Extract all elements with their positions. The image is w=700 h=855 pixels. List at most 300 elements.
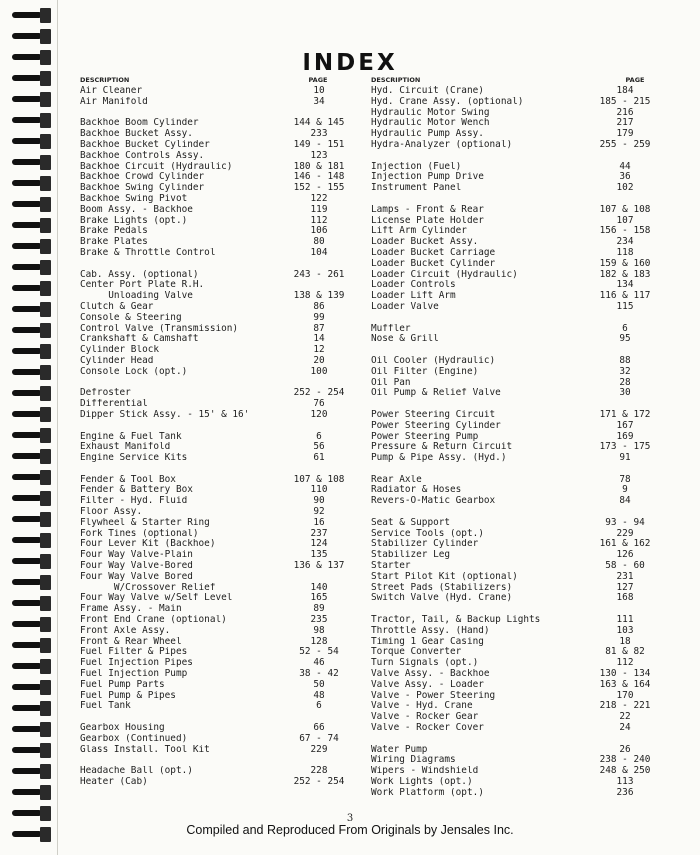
entry-page: 229	[310, 743, 328, 755]
index-entry	[371, 647, 659, 658]
index-entry	[80, 615, 342, 626]
entry-page: 88	[619, 354, 631, 366]
binding-hole	[40, 680, 51, 695]
entry-page: 32	[619, 365, 631, 377]
index-entry	[371, 259, 659, 270]
binding-hole	[40, 722, 51, 737]
index-entry	[371, 183, 659, 194]
binding-loop	[12, 537, 42, 543]
entry-page: 78	[619, 473, 631, 485]
binding-loop	[12, 789, 42, 795]
binding-hole	[40, 449, 51, 464]
entry-description: Injection Pump Drive	[371, 172, 484, 183]
binding-hole	[40, 8, 51, 23]
index-entry	[80, 410, 342, 421]
entry-page: 56	[313, 441, 325, 453]
binding-hole	[40, 575, 51, 590]
entry-description: Nose & Grill	[371, 334, 439, 345]
entry-page: 112	[310, 214, 328, 226]
entry-description: Valve Assy. - Loader	[371, 679, 484, 690]
entry-page: 38 - 42	[299, 668, 339, 680]
entry-page: 89	[313, 603, 325, 615]
entry-page: 237	[310, 527, 328, 539]
section-gap	[80, 421, 342, 432]
entry-page: 113	[616, 776, 634, 787]
entry-description: Backhoe Swing Pivot	[80, 193, 188, 204]
entry-page: 20	[313, 354, 325, 366]
index-entry	[371, 237, 659, 248]
index-entry	[371, 453, 659, 464]
entry-page: 112	[616, 657, 634, 669]
entry-description: Hydraulic Pump Assy.	[371, 129, 484, 140]
entry-description: Power Steering Cylinder	[371, 420, 501, 431]
left-column	[80, 74, 345, 788]
entry-description: Lamps - Front & Rear	[371, 204, 484, 215]
entry-page: 159 & 160	[599, 257, 651, 269]
index-entry	[371, 388, 659, 399]
entry-description: Lift Arm Cylinder	[371, 226, 467, 237]
entry-page: 161 & 162	[599, 538, 651, 550]
entry-page: 243 - 261	[293, 268, 345, 280]
entry-page: 171 & 172	[599, 408, 651, 420]
binding-hole	[40, 491, 51, 506]
index-entry	[80, 237, 342, 248]
binding-hole	[40, 470, 51, 485]
section-gap	[80, 755, 342, 766]
right-column	[371, 74, 659, 799]
binding-loop	[12, 12, 42, 18]
index-entry	[80, 701, 342, 712]
entry-description: Seat & Support	[371, 517, 451, 528]
entry-description: Power Steering Circuit	[371, 409, 496, 420]
index-entry	[80, 473, 345, 486]
entry-description: Hyd. Circuit (Crane)	[371, 86, 484, 96]
index-entry	[371, 421, 659, 432]
entry-page: 22	[619, 711, 631, 723]
entry-page: 236	[616, 786, 634, 798]
entry-page: 61	[313, 452, 325, 464]
binding-loop	[12, 390, 42, 396]
binding-loop	[12, 642, 42, 648]
binding-loop	[12, 432, 42, 438]
entry-page: 48	[313, 689, 325, 701]
binding-loop	[12, 495, 42, 501]
entry-description: Throttle Assy. (Hand)	[371, 625, 490, 636]
section-gap	[80, 712, 342, 723]
binding-hole	[40, 260, 51, 275]
entry-description: Power Steering Pump	[371, 431, 479, 442]
entry-page: 170	[616, 689, 634, 701]
entry-description: Loader Controls	[371, 280, 456, 291]
binding-loop	[12, 411, 42, 417]
entry-description: Loader Bucket Cylinder	[371, 258, 496, 269]
entry-description: Injection (Fuel)	[371, 161, 462, 172]
binding-hole	[40, 239, 51, 254]
index-entry	[80, 560, 345, 572]
index-entry	[80, 583, 342, 594]
entry-description: Center Port Plate R.H.	[80, 280, 205, 291]
entry-description: Service Tools (opt.)	[371, 528, 484, 539]
entry-description: Water Pump	[371, 744, 428, 755]
index-entry	[371, 270, 659, 281]
entry-description: Cab. Assy. (optional)	[80, 269, 199, 280]
entry-description: Loader Bucket Assy.	[371, 237, 479, 248]
entry-page: 118	[616, 246, 634, 258]
entry-description: Air Manifold	[80, 96, 148, 107]
index-entry	[371, 518, 659, 529]
index-entry	[80, 86, 342, 97]
entry-description: Fuel Tank	[80, 701, 131, 712]
binding-hole	[40, 92, 51, 107]
entry-page: 30	[619, 387, 631, 399]
index-entry	[80, 334, 342, 345]
entry-description: Loader Valve	[371, 301, 439, 312]
index-entry	[371, 140, 659, 151]
entry-description: Four Way Valve Bored	[80, 571, 193, 582]
index-entry	[371, 712, 659, 723]
margin-line	[57, 0, 58, 855]
entry-description: Valve - Hyd. Crane	[371, 701, 473, 712]
entry-description: Front End Crane (optional)	[80, 615, 227, 626]
entry-page: 84	[619, 495, 631, 507]
index-entry	[371, 701, 659, 712]
index-entry	[371, 777, 659, 788]
entry-description: Work Lights (opt.)	[371, 777, 473, 787]
entry-page: 146 - 148	[293, 171, 345, 183]
index-entry	[80, 734, 342, 745]
binding-loop	[12, 369, 42, 375]
entry-page: 136 & 137	[293, 560, 345, 572]
binding-hole	[40, 344, 51, 359]
index-entry	[371, 367, 659, 378]
entry-page: 50	[313, 678, 325, 690]
entry-page: 91	[619, 452, 631, 464]
index-entry	[371, 226, 659, 237]
entry-description: Hydraulic Motor Swing	[371, 107, 490, 118]
entry-page: 122	[310, 192, 328, 204]
binding-hole	[40, 218, 51, 233]
entry-page: 228	[310, 765, 328, 777]
right-column-header	[371, 74, 659, 86]
entry-page: 216	[616, 106, 634, 118]
entry-description: Muffler	[371, 323, 411, 334]
entry-description: Valve Assy. - Backhoe	[371, 669, 490, 680]
entry-page: 90	[313, 495, 325, 507]
entry-page: 99	[313, 311, 325, 323]
index-entry	[80, 345, 342, 356]
entry-description: Street Pads (Stabilizers)	[371, 582, 513, 593]
entry-description: Fuel Filter & Pipes	[80, 647, 188, 658]
entry-page: 106	[310, 225, 328, 237]
binding-hole	[40, 596, 51, 611]
entry-description: Fuel Injection Pipes	[80, 658, 193, 669]
entry-description: Filter - Hyd. Fluid	[80, 496, 188, 507]
index-entry	[80, 776, 345, 788]
binding-hole	[40, 659, 51, 674]
index-entry	[371, 788, 659, 799]
left-index-list	[80, 85, 345, 788]
entry-page: 81 & 82	[605, 646, 645, 658]
entry-description: License Plate Holder	[371, 215, 484, 226]
entry-description: Valve - Rocker Gear	[371, 712, 479, 723]
binding-loop	[12, 663, 42, 669]
entry-description: Revers-O-Matic Gearbox	[371, 496, 496, 507]
entry-page: 80	[313, 236, 325, 248]
index-entry	[371, 626, 659, 637]
left-column-header	[80, 74, 342, 86]
entry-description: Stabilizer Leg	[371, 550, 451, 561]
index-entry	[80, 248, 342, 259]
index-entry	[80, 496, 342, 507]
index-entry	[80, 572, 342, 583]
entry-page: 44	[619, 160, 631, 172]
entry-page: 184	[616, 85, 634, 96]
entry-page: 87	[313, 322, 325, 334]
right-index-list	[371, 86, 659, 799]
entry-description: Front Axle Assy.	[80, 625, 171, 636]
binding-loop	[12, 684, 42, 690]
entry-description: Fuel Injection Pump	[80, 669, 188, 680]
entry-description: Differential	[80, 399, 148, 410]
entry-page: 252 - 254	[293, 776, 345, 787]
entry-description: Crankshaft & Camshaft	[80, 334, 199, 345]
index-entry	[371, 118, 659, 129]
entry-description: Brake Lights (opt.)	[80, 215, 188, 226]
index-entry	[80, 226, 342, 237]
entry-description: Turn Signals (opt.)	[371, 658, 479, 669]
index-entry	[371, 108, 659, 119]
entry-description: Dipper Stick Assy. - 15' & 16'	[80, 409, 250, 420]
entry-description: Brake Pedals	[80, 226, 148, 237]
index-entry	[80, 97, 342, 108]
binding-loop	[12, 705, 42, 711]
entry-page: 123	[310, 149, 328, 161]
entry-page: 52 - 54	[299, 646, 339, 658]
entry-page: 107 & 108	[293, 473, 345, 485]
index-entry	[80, 593, 342, 604]
entry-page: 26	[619, 743, 631, 755]
binding-loop	[12, 747, 42, 753]
entry-page: 100	[310, 365, 328, 377]
index-entry	[80, 626, 342, 637]
entry-description: Fuel Pump & Pipes	[80, 690, 176, 701]
index-entry	[80, 268, 345, 281]
entry-page: 152 - 155	[293, 182, 345, 194]
entry-description: Frame Assy. - Main	[80, 604, 182, 615]
entry-page: 58 - 60	[605, 560, 645, 572]
entry-description: Stabilizer Cylinder	[371, 539, 479, 550]
section-gap	[371, 604, 659, 615]
index-entry	[80, 453, 342, 464]
entry-description: Air Cleaner	[80, 86, 143, 96]
entry-description: Loader Bucket Carriage	[371, 247, 496, 258]
entry-page: 9	[622, 484, 628, 496]
binding-hole	[40, 386, 51, 401]
entry-page: 115	[616, 300, 634, 312]
entry-page: 111	[616, 614, 634, 626]
index-entry	[80, 399, 342, 410]
entry-page: 107 & 108	[599, 203, 651, 215]
entry-description: Pressure & Return Circuit	[371, 442, 513, 453]
binding-loop	[12, 117, 42, 123]
entry-description: Exhaust Manifold	[80, 442, 171, 453]
entry-description: Flywheel & Starter Ring	[80, 517, 210, 528]
page-number: 3	[346, 813, 354, 824]
index-entry	[80, 485, 342, 496]
binding-hole	[40, 29, 51, 44]
entry-description: Brake & Throttle Control	[80, 247, 216, 258]
binding-loop	[12, 579, 42, 585]
index-entry	[371, 410, 659, 421]
binding-hole	[40, 113, 51, 128]
entry-page: 234	[616, 236, 634, 248]
entry-description: Unloading Valve	[80, 291, 193, 302]
description-header: DESCRIPTION	[80, 76, 130, 84]
entry-description: Fuel Pump Parts	[80, 679, 165, 690]
entry-description: Radiator & Hoses	[371, 485, 462, 496]
entry-page: 119	[310, 203, 328, 215]
index-entry	[371, 593, 659, 604]
entry-page: 238 - 240	[599, 754, 651, 766]
entry-page: 138 & 139	[293, 290, 345, 302]
entry-page: 16	[313, 516, 325, 528]
section-gap	[371, 151, 659, 162]
entry-description: Backhoe Boom Cylinder	[80, 118, 199, 129]
index-entry	[80, 138, 345, 151]
entry-description: W/Crossover Relief	[80, 582, 216, 593]
entry-description: Headache Ball (opt.)	[80, 766, 193, 777]
index-entry	[80, 669, 342, 680]
entry-page: 135	[310, 549, 328, 561]
entry-description: Fender & Battery Box	[80, 485, 193, 496]
index-entry	[371, 356, 659, 367]
entry-description: Backhoe Bucket Assy.	[80, 129, 193, 140]
entry-description: Instrument Panel	[371, 183, 462, 194]
binding-loop	[12, 327, 42, 333]
entry-description: Rear Axle	[371, 474, 422, 485]
entry-page: 124	[310, 538, 328, 550]
binding-hole	[40, 428, 51, 443]
entry-description: Backhoe Crowd Cylinder	[80, 172, 205, 183]
binding-loop	[12, 453, 42, 459]
binding-hole	[40, 176, 51, 191]
binding-loop	[12, 264, 42, 270]
entry-description: Hyd. Crane Assy. (optional)	[371, 96, 524, 107]
entry-description: Start Pilot Kit (optional)	[371, 571, 518, 582]
index-entry	[80, 680, 342, 691]
entry-description: Hydra-Analyzer (optional)	[371, 139, 513, 150]
index-entry	[80, 194, 342, 205]
index-entry	[80, 529, 342, 540]
entry-description: Brake Plates	[80, 237, 148, 248]
entry-page: 218 - 221	[599, 700, 651, 712]
entry-page: 107	[616, 214, 634, 226]
entry-description: Loader Circuit (Hydraulic)	[371, 269, 518, 280]
entry-description: Loader Lift Arm	[371, 291, 456, 302]
entry-description: Boom Assy. - Backhoe	[80, 204, 193, 215]
entry-description: Hydraulic Motor Wench	[371, 118, 490, 129]
section-gap	[371, 345, 659, 356]
entry-page: 28	[619, 376, 631, 388]
binding-hole	[40, 281, 51, 296]
binding-hole	[40, 197, 51, 212]
index-entry	[80, 518, 342, 529]
index-entry	[371, 475, 659, 486]
index-entry	[371, 766, 659, 777]
index-entry	[371, 680, 659, 691]
entry-description: Engine Service Kits	[80, 453, 188, 464]
index-entry	[80, 302, 342, 313]
entry-page: 167	[616, 419, 634, 431]
entry-page: 126	[616, 549, 634, 561]
binding-loop	[12, 516, 42, 522]
entry-description: Tractor, Tail, & Backup Lights	[371, 615, 541, 626]
index-entry	[80, 442, 342, 453]
entry-page: 127	[616, 581, 634, 593]
entry-description: Backhoe Bucket Cylinder	[80, 139, 210, 150]
entry-description: Backhoe Swing Cylinder	[80, 183, 205, 194]
entry-description: Work Platform (opt.)	[371, 787, 484, 798]
entry-description: Heater (Cab)	[80, 777, 148, 787]
entry-page: 14	[313, 333, 325, 345]
entry-description: Cylinder Head	[80, 355, 154, 366]
entry-page: 248 & 250	[599, 765, 651, 777]
index-entry	[371, 572, 659, 583]
binding-loop	[12, 474, 42, 480]
entry-page: 12	[313, 344, 325, 356]
section-gap	[371, 313, 659, 324]
entry-description: Pump & Pipe Assy. (Hyd.)	[371, 453, 507, 464]
binding-loop	[12, 726, 42, 732]
entry-description: Starter	[371, 561, 411, 572]
index-entry	[371, 291, 659, 302]
entry-page: 36	[619, 171, 631, 183]
entry-page: 231	[616, 570, 634, 582]
index-entry	[371, 583, 659, 594]
entry-description: Switch Valve (Hyd. Crane)	[371, 593, 513, 604]
entry-page: 6	[316, 430, 322, 442]
description-header: DESCRIPTION	[371, 76, 421, 84]
entry-page: 134	[616, 279, 634, 291]
entry-description: Gearbox (Continued)	[80, 733, 188, 744]
binding-loop	[12, 621, 42, 627]
entry-page: 67 - 74	[299, 732, 339, 744]
binding-loop	[12, 768, 42, 774]
entry-page: 18	[619, 635, 631, 647]
binding-hole	[40, 785, 51, 800]
index-entry	[371, 378, 659, 389]
binding-hole	[40, 743, 51, 758]
entry-page: 252 - 254	[293, 387, 345, 399]
index-entry	[80, 604, 342, 615]
entry-page: 95	[619, 333, 631, 345]
entry-description: Four Lever Kit (Backhoe)	[80, 539, 216, 550]
index-entry	[371, 162, 659, 173]
entry-description: Defroster	[80, 388, 131, 399]
entry-description: Valve - Power Steering	[371, 690, 496, 701]
index-entry	[371, 561, 659, 572]
index-entry	[371, 496, 659, 507]
entry-description: Four Way Valve w/Self Level	[80, 593, 233, 604]
index-entry	[80, 745, 342, 756]
entry-description: Console & Steering	[80, 312, 182, 323]
entry-page: 6	[622, 322, 628, 334]
binding-loop	[12, 96, 42, 102]
index-entry	[371, 172, 659, 183]
entry-page: 66	[313, 722, 325, 734]
entry-description: Engine & Fuel Tank	[80, 431, 182, 442]
entry-description: Valve - Rocker Cover	[371, 723, 484, 734]
